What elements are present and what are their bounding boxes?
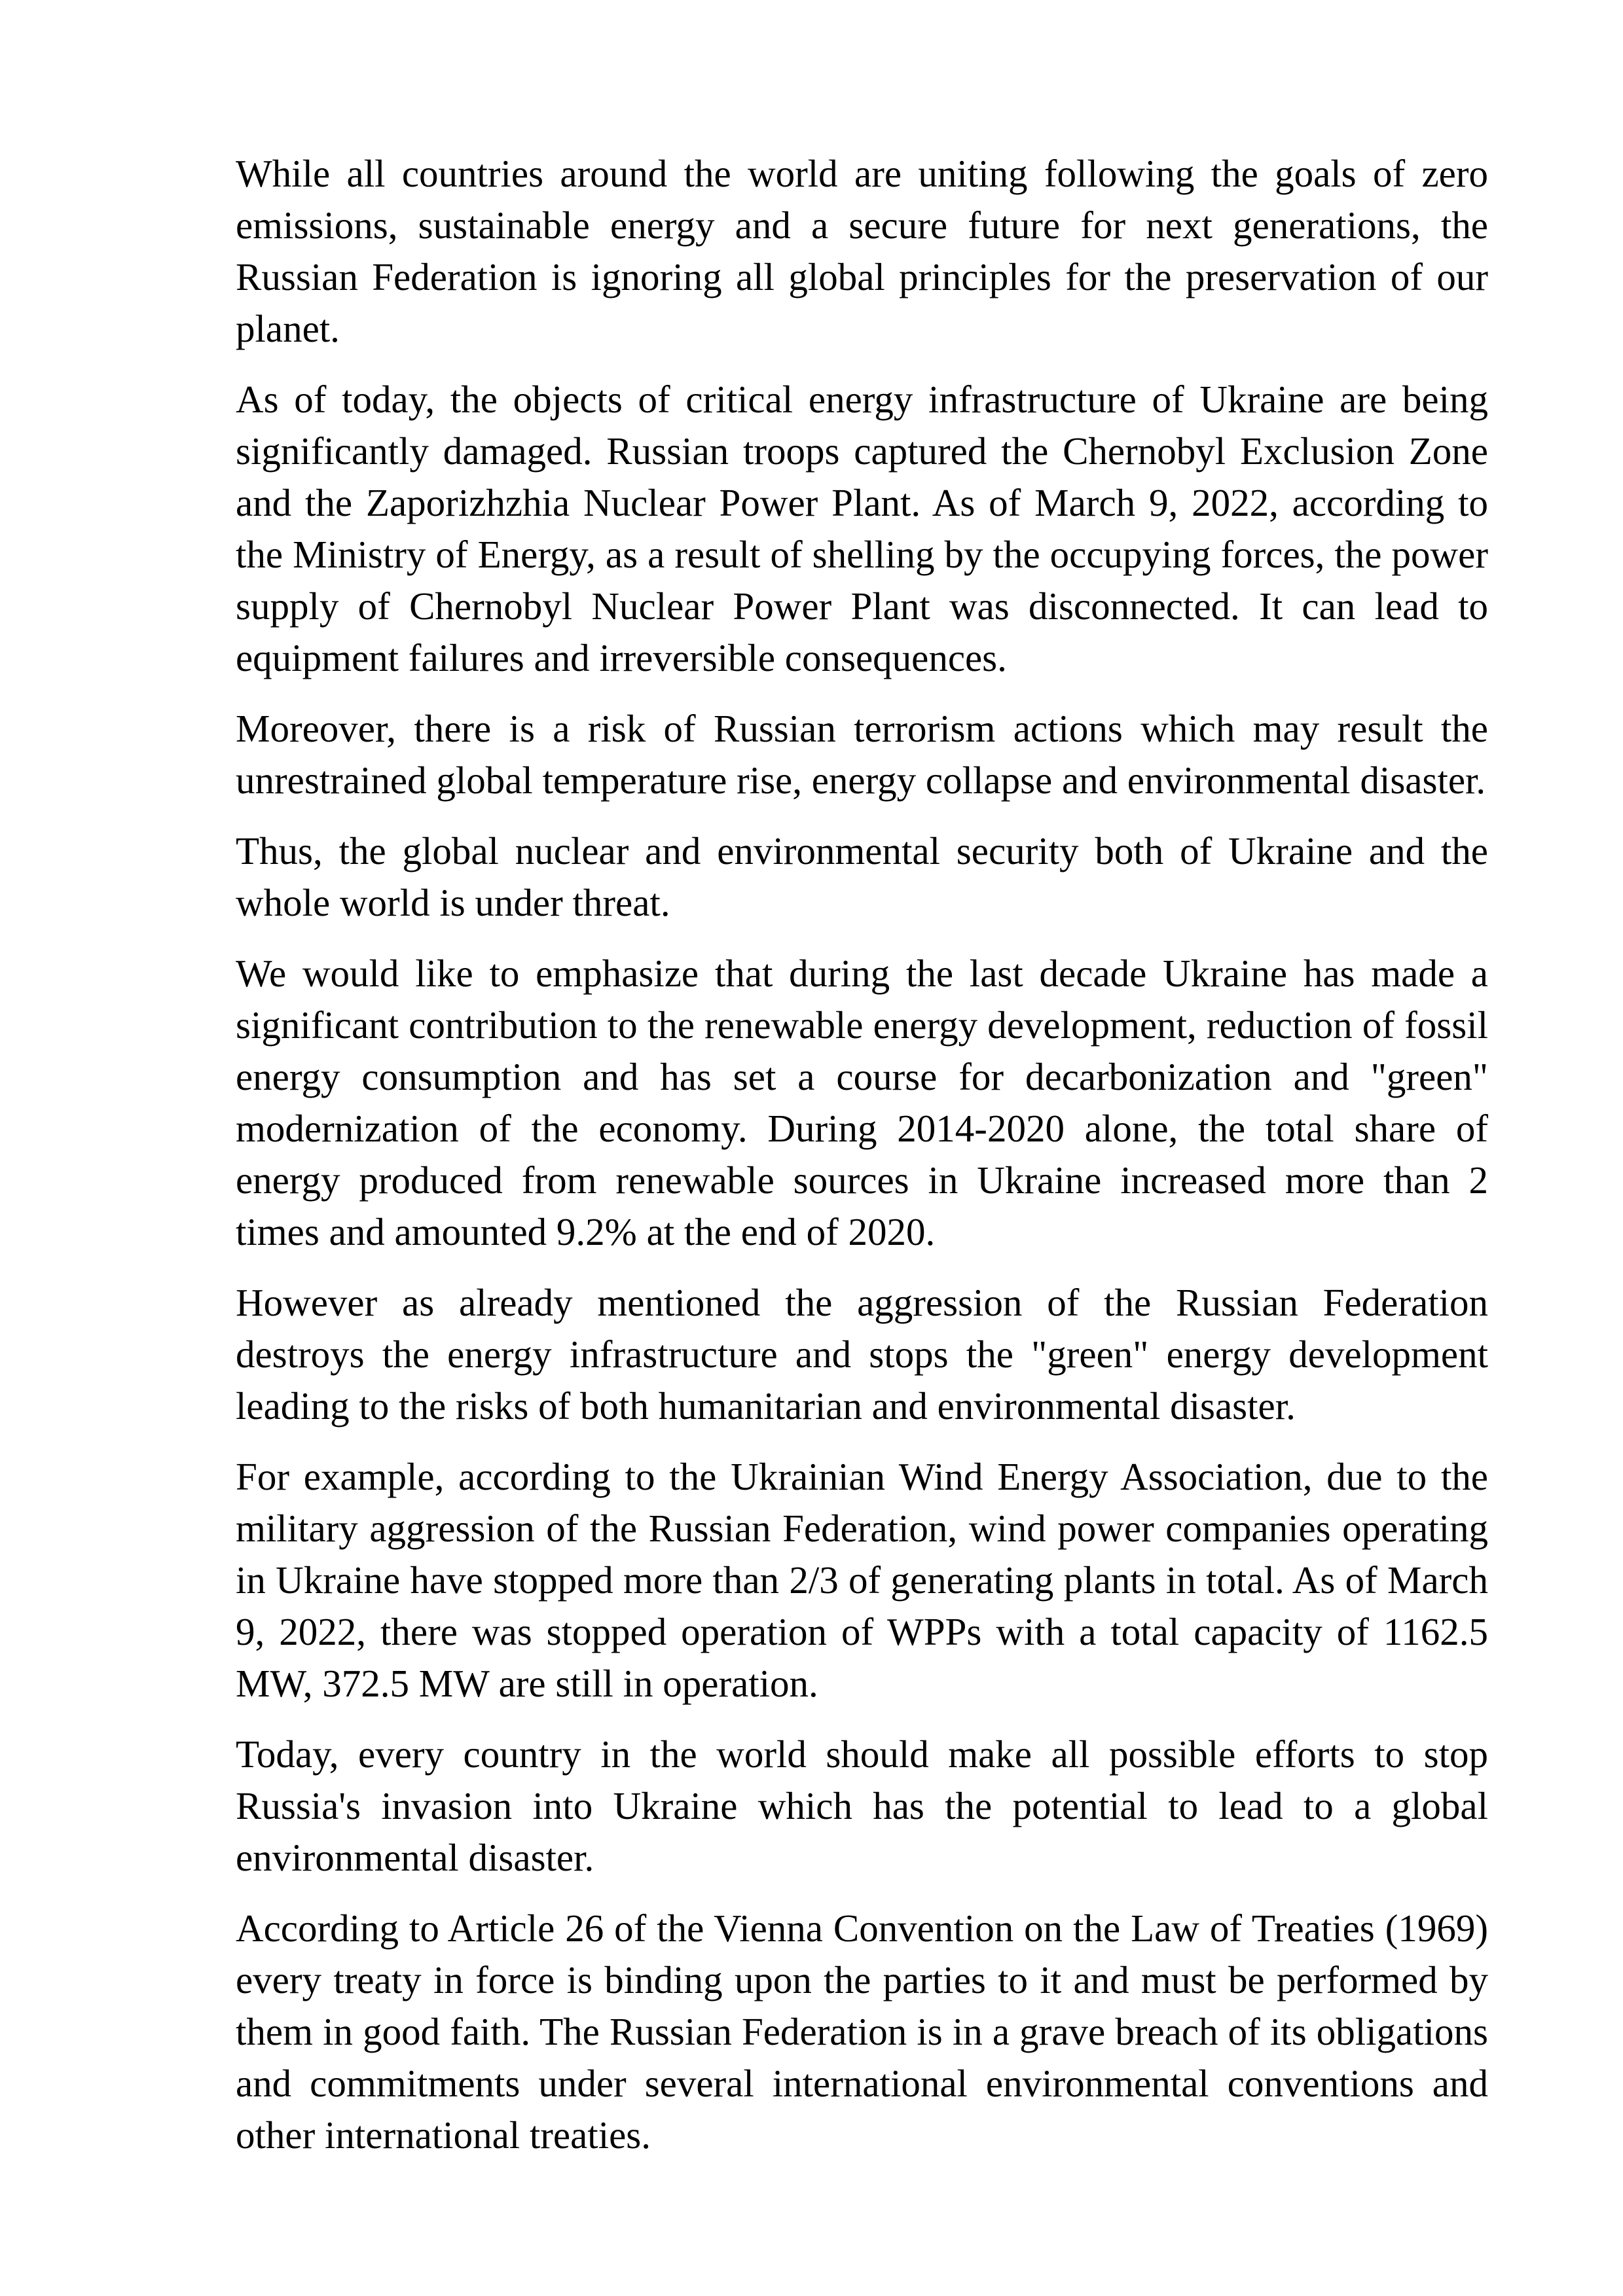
paragraph-terrorism-risk: Moreover, there is a risk of Russian terrorism actions which may result the unrestrained global temperature rise, energy collapse and environmental disaster.: [236, 707, 1488, 802]
paragraph-zero-emissions: While all countries around the world are uniting following the goals of zero emissions, sustainable energy and a secure future for next generations, the Russian Federation is ignoring all global principles for the preservation of our planet.: [236, 152, 1488, 350]
paragraph-renewable-progress: We would like to emphasize that during the last decade Ukraine has made a significant contribution to the renewable energy development, reduction of fossil energy consumption and has set a course for decarbonization and "green" modernization of the economy. During 2014-2020 alone, the total share of energy produced from renewable sources in Ukraine increased more than 2 times and amounted 9.2% at the end of 2020.: [236, 952, 1488, 1253]
paragraph-infrastructure-damage: As of today, the objects of critical energy infrastructure of Ukraine are being significantly damaged. Russian troops captured the Chernobyl Exclusion Zone and the Zaporizhzhia Nuclear Power Plant. As of March 9, 2022, according to the Ministry of Energy, as a result of shelling by the occupying forces, the power supply of Chernobyl Nuclear Power Plant was disconnected. It can lead to equipment failures and irreversible consequences.: [236, 378, 1488, 679]
document-body: [236, 148, 1488, 2180]
paragraph-global-threat: Thus, the global nuclear and environmental security both of Ukraine and the whole world is under threat.: [236, 829, 1488, 924]
paragraph-aggression-destroys: However as already mentioned the aggression of the Russian Federation destroys the energy infrastructure and stops the "green" energy development leading to the risks of both humanitarian and environmental disaster.: [236, 1281, 1488, 1427]
paragraph-stop-invasion: Today, every country in the world should make all possible efforts to stop Russia's invasion into Ukraine which has the potential to lead to a global environmental disaster.: [236, 1732, 1488, 1879]
paragraph-vienna-convention: According to Article 26 of the Vienna Convention on the Law of Treaties (1969) every treaty in force is binding upon the parties to it and must be performed by them in good faith. The Russian Federation is in a grave breach of its obligations and commitments under several international environmental conventions and other international treaties.: [236, 1907, 1488, 2157]
paragraph-wind-energy: For example, according to the Ukrainian Wind Energy Association, due to the military aggression of the Russian Federation, wind power companies operating in Ukraine have stopped more than 2/3 of generating plants in total. As of March 9, 2022, there was stopped operation of WPPs with a total capacity of 1162.5 MW, 372.5 MW are still in operation.: [236, 1455, 1488, 1705]
